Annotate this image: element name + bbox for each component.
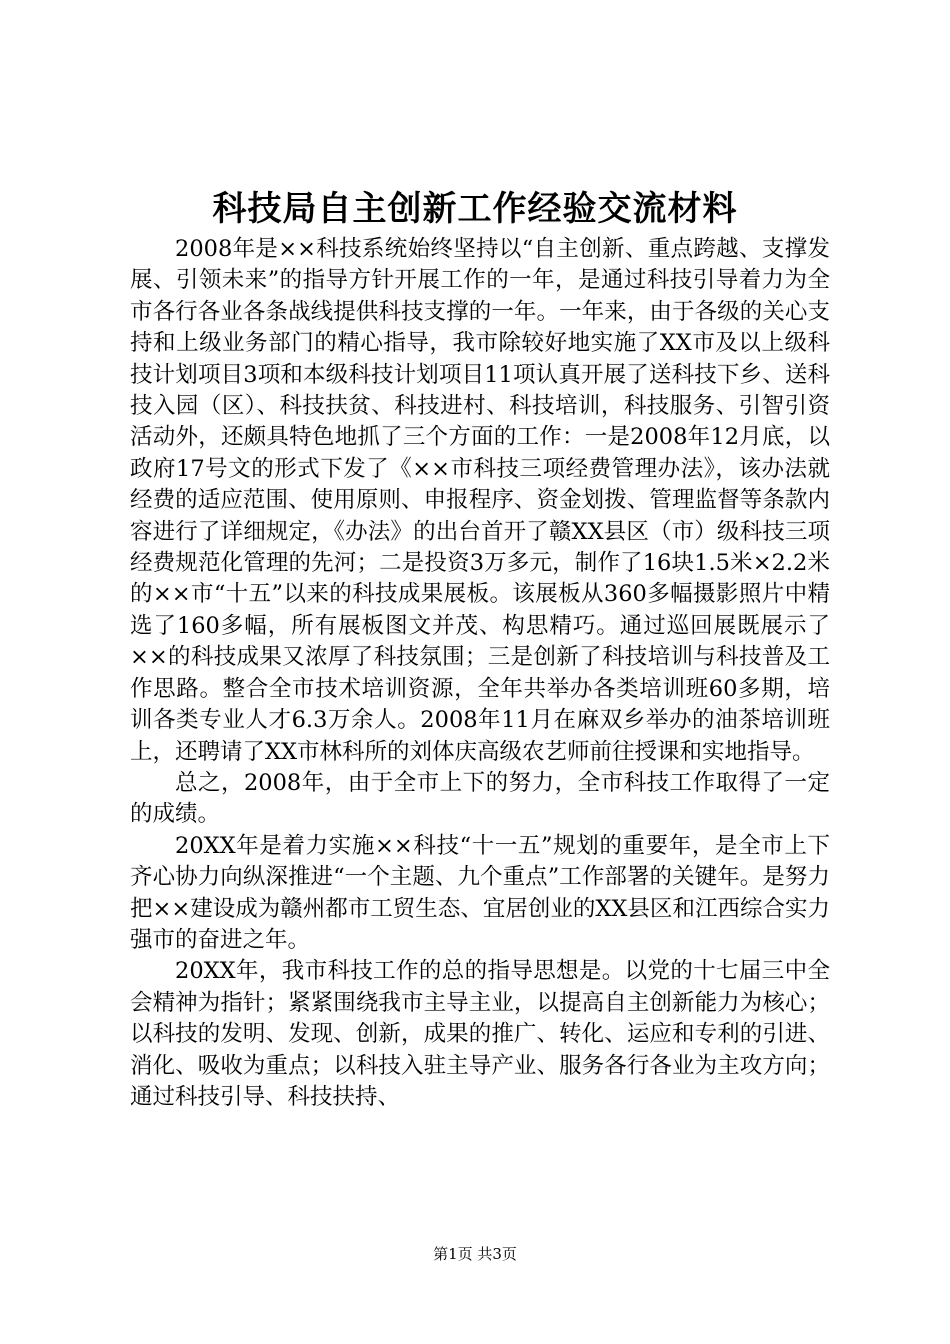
paragraph-3: 20XX年是着力实施××科技“十一五”规划的重要年，是全市上下齐心协力向纵深推进“一个主题、九个重点”工作部署的关键年。是努力把××建设成为赣州都市工贸生态、宜居创业的XX县区和江西综合实力强市的奋进之年。	[130, 832, 830, 953]
document-title: 科技局自主创新工作经验交流材料	[212, 189, 738, 229]
paragraph-2: 总之，2008年，由于全市上下的努力，全市科技工作取得了一定的成绩。	[130, 769, 830, 828]
paragraph-4: 20XX年，我市科技工作的总的指导思想是。以党的十七届三中全会精神为指针；紧紧围绕我市主导主业，以提高自主创新能力为核心；以科技的发明、发现、创新，成果的推广、转化、运应和专利的引进、消化、吸收为重点；以科技入驻主导产业、服务各行各业为主攻方向；通过科技引导、科技扶持、	[130, 958, 830, 1110]
page-footer: 第1页 共3页	[433, 1245, 517, 1263]
paragraph-1: 2008年是××科技系统始终坚持以“自主创新、重点跨越、支撑发展、引领未来”的指导方针开展工作的一年，是通过科技引导着力为全市各行各业各条战线提供科技支撑的一年。一年来，由于各级的关心支持和上级业务部门的精心指导，我市除较好地实施了XX市及以上级科技计划项目3项和本级科技计划项目11项认真开展了送科技下乡、送科技入园（区）、科技扶贫、科技进村、科技培训，科技服务、引智引资活动外，还颇具特色地抓了三个方面的工作：一是2008年12月底，以政府17号文的形式下发了《××市科技三项经费管理办法》，该办法就经费的适应范围、使用原则、申报程序、资金划拨、管理监督等条款内容进行了详细规定，《办法》的出台首开了赣XX县区（市）级科技三项经费规范化管理的先河；二是投资3万多元，制作了16块1.5米×2.2米的××市“十五”以来的科技成果展板。该展板从360多幅摄影照片中精选了160多幅，所有展板图文并茂、构思精巧。通过巡回展既展示了××的科技成果又浓厚了科技氛围；三是创新了科技培训与科技普及工作思路。整合全市技术培训资源，全年共举办各类培训班60多期，培训各类专业人才6.3万余人。2008年11月在麻双乡举办的油茶培训班上，还聘请了XX市林科所的刘体庆高级农艺师前往授课和实地指导。	[130, 236, 830, 765]
document-body	[130, 234, 830, 1113]
